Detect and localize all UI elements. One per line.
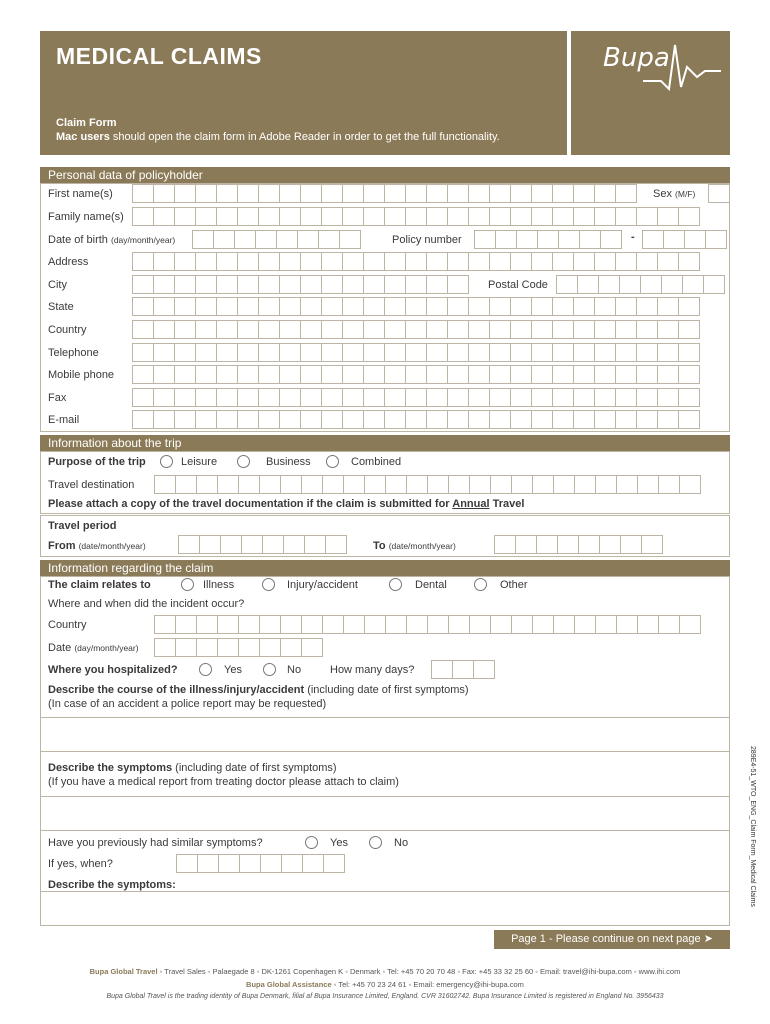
telephone-field[interactable] — [132, 343, 699, 362]
from-label: From (date/month/year) — [48, 540, 146, 552]
mac-note: Mac users should open the claim form in Adobe Reader in order to get the full functionality. — [56, 131, 500, 143]
address-label: Address — [48, 256, 89, 268]
hospitalized-no-label: No — [287, 664, 302, 676]
footer-line-3: Bupa Global Travel is the trading identity of Bupa Denmark, filial af Bupa Insurance Limited, England. CVR 31602742. Bupa Insurance Limited is registered in England No. 3956433 — [106, 993, 664, 1000]
form-code: 289E4-51_WTO_ENG_Claim Form_Medical Claims — [749, 746, 756, 907]
other-label: Other — [500, 579, 528, 591]
dental-label: Dental — [415, 579, 447, 591]
claim-country-field[interactable] — [154, 615, 700, 634]
course-label: Describe the course of the illness/injury/accident (including date of first symptoms) — [48, 684, 469, 696]
previous-no-label: No — [394, 837, 409, 849]
hospitalized-no-radio[interactable] — [263, 663, 276, 676]
travel-period-label: Travel period — [48, 520, 117, 532]
to-label: To (date/month/year) — [373, 540, 456, 552]
policy-number-label: Policy number — [392, 234, 462, 246]
address-field[interactable] — [132, 252, 699, 271]
leisure-radio[interactable] — [160, 455, 173, 468]
previous-yes-label: Yes — [330, 837, 348, 849]
symptoms-label: Describe the symptoms (including date of first symptoms) — [48, 762, 337, 774]
purpose-label: Purpose of the trip — [48, 456, 146, 468]
days-field[interactable] — [431, 660, 494, 679]
logo-text: Bupa — [603, 43, 670, 73]
family-name-field[interactable] — [132, 207, 699, 226]
country-label: Country — [48, 324, 87, 336]
form-subtitle: Claim Form — [56, 117, 117, 129]
course-note: (In case of an accident a police report may be requested) — [48, 698, 327, 710]
if-yes-date-field[interactable] — [176, 854, 344, 873]
policy-number-field[interactable] — [474, 230, 621, 249]
how-many-days-label: How many days? — [330, 664, 415, 676]
city-label: City — [48, 279, 67, 291]
city-field[interactable] — [132, 275, 468, 294]
illness-label: Illness — [203, 579, 235, 591]
attach-note: Please attach a copy of the travel documentation if the claim is submitted for Annual Travel — [48, 498, 525, 510]
where-when-label: Where and when did the incident occur? — [48, 598, 245, 610]
footer-line-1: Bupa Global Travel ◦ Travel Sales ◦ Palaegade 8 ◦ DK-1261 Copenhagen K ◦ Denmark ◦ Tel: +45 70 20 70 48 ◦ Fax: +45 33 32 25 60 ◦ Email: travel@ihi-bupa.com ◦ www.ihi.com — [89, 967, 681, 976]
dob-label: Date of birth (day/month/year) — [48, 234, 176, 246]
describe-symptoms-label: Describe the symptoms: — [48, 879, 176, 891]
footer-line-2: Bupa Global Assistance ◦ Tel: +45 70 23 24 61 ◦ Email: emergency@ihi-bupa.com — [246, 980, 524, 989]
symptoms-textarea[interactable] — [40, 796, 730, 831]
previous-yes-radio[interactable] — [305, 836, 318, 849]
previous-label: Have you previously had similar symptoms? — [48, 837, 263, 849]
mobile-field[interactable] — [132, 365, 699, 384]
if-yes-label: If yes, when? — [48, 858, 113, 870]
hospitalized-yes-label: Yes — [224, 664, 242, 676]
destination-field[interactable] — [154, 475, 700, 494]
injury-label: Injury/accident — [287, 579, 358, 591]
claim-date-field[interactable] — [154, 638, 322, 657]
previous-no-radio[interactable] — [369, 836, 382, 849]
heartbeat-icon — [641, 41, 723, 91]
fax-label: Fax — [48, 392, 67, 404]
personal-section-heading: Personal data of policyholder — [40, 167, 730, 183]
country-field[interactable] — [132, 320, 699, 339]
combined-label: Combined — [351, 456, 402, 468]
continue-label: Page 1 - Please continue on next page — [511, 933, 701, 945]
sex-label: Sex (M/F) — [653, 188, 696, 200]
first-name-field[interactable] — [132, 184, 636, 203]
destination-label: Travel destination — [48, 479, 135, 491]
state-field[interactable] — [132, 297, 699, 316]
describe-symptoms-textarea[interactable] — [40, 891, 730, 926]
from-date-field[interactable] — [178, 535, 346, 554]
sex-field[interactable] — [708, 184, 729, 203]
bupa-logo — [571, 31, 730, 155]
symptoms-note: (If you have a medical report from treating doctor please attach to claim) — [48, 776, 399, 788]
fax-field[interactable] — [132, 388, 699, 407]
family-name-label: Family name(s) — [48, 211, 124, 223]
policy-dash: - — [631, 231, 635, 243]
email-field[interactable] — [132, 410, 699, 429]
hospitalized-yes-radio[interactable] — [199, 663, 212, 676]
injury-radio[interactable] — [262, 578, 275, 591]
policy-suffix-field[interactable] — [642, 230, 726, 249]
to-date-field[interactable] — [494, 535, 662, 554]
leisure-label: Leisure — [181, 456, 218, 468]
postal-code-field[interactable] — [556, 275, 724, 294]
header-banner — [40, 31, 567, 155]
dental-radio[interactable] — [389, 578, 402, 591]
telephone-label: Telephone — [48, 347, 99, 359]
combined-radio[interactable] — [326, 455, 339, 468]
business-label: Business — [266, 456, 311, 468]
other-radio[interactable] — [474, 578, 487, 591]
postal-code-label: Postal Code — [488, 279, 548, 291]
trip-section-heading: Information about the trip — [40, 435, 730, 451]
course-textarea[interactable] — [40, 717, 730, 752]
hospitalized-label: Where you hospitalized? — [48, 664, 178, 676]
chevron-right-icon: ➤ — [703, 933, 713, 945]
claim-date-label: Date (day/month/year) — [48, 642, 139, 654]
continue-next-page-button[interactable] — [494, 930, 730, 949]
claim-section-heading: Information regarding the claim — [40, 560, 730, 576]
business-radio[interactable] — [237, 455, 250, 468]
illness-radio[interactable] — [181, 578, 194, 591]
page-title: MEDICAL CLAIMS — [56, 43, 262, 69]
relates-label: The claim relates to — [48, 579, 151, 591]
mobile-label: Mobile phone — [48, 369, 115, 381]
first-name-label: First name(s) — [48, 188, 113, 200]
claim-country-label: Country — [48, 619, 87, 631]
symptoms-heading-box — [40, 751, 730, 797]
dob-field[interactable] — [192, 230, 360, 249]
email-label: E-mail — [48, 414, 80, 426]
state-label: State — [48, 301, 74, 313]
